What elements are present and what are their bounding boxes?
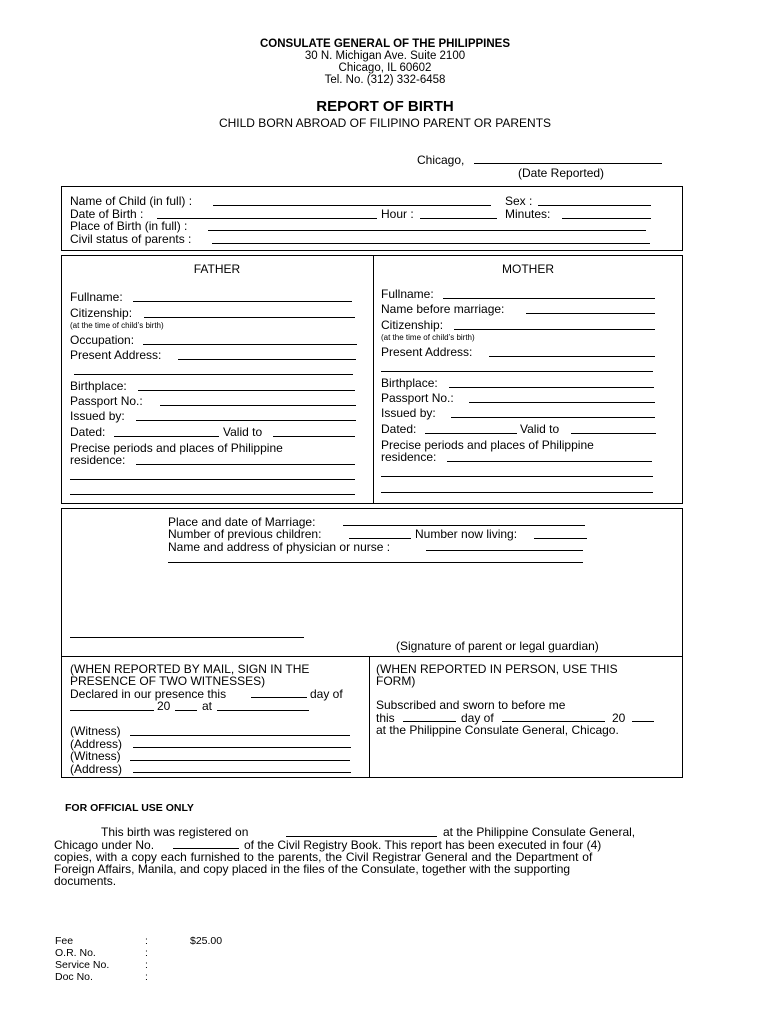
witness-section-divider (61, 656, 683, 657)
mother-address-field[interactable] (489, 356, 655, 357)
fee-label: Fee (55, 935, 74, 947)
mother-maiden-field[interactable] (526, 313, 655, 314)
mail-declared-label: Declared in our presence this (70, 687, 227, 701)
witness2-field[interactable] (130, 760, 350, 761)
hour-field[interactable] (420, 218, 497, 219)
mother-valid-to-field[interactable] (571, 433, 656, 434)
mail-day-field[interactable] (251, 697, 307, 698)
mail-place-field[interactable] (217, 710, 309, 711)
minutes-field[interactable] (562, 218, 651, 219)
mail-month-field[interactable] (70, 710, 154, 711)
child-name-field[interactable] (213, 205, 491, 206)
official-text-line2: of the Civil Registry Book. This report has been executed in four (4) (244, 838, 602, 852)
fee-colon: : (145, 935, 148, 947)
mother-dated-label: Dated: (381, 422, 417, 436)
registration-date-field[interactable] (286, 836, 437, 837)
sex-field[interactable] (538, 205, 651, 206)
witness2-label: (Witness) (70, 749, 121, 763)
witness1-label: (Witness) (70, 724, 121, 738)
father-heading: FATHER (193, 262, 241, 276)
previous-children-label: Number of previous children: (168, 527, 322, 541)
person-instruction-line1: (WHEN REPORTED IN PERSON, USE THIS (376, 662, 618, 676)
mail-instruction-line2: PRESENCE OF TWO WITNESSES) (70, 674, 266, 688)
signature-caption: (Signature of parent or legal guardian) (396, 639, 599, 653)
father-occupation-label: Occupation: (70, 333, 135, 347)
or-number-label: O.R. No. (55, 947, 96, 959)
father-issued-field[interactable] (136, 420, 356, 421)
official-text-line3: copies, with a copy each furnished to the parents, the Civil Registrar General and the Department of (54, 850, 593, 864)
father-passport-field[interactable] (160, 405, 356, 406)
father-precise-label: Precise periods and places of Philippine (70, 441, 283, 455)
mother-fullname-field[interactable] (443, 298, 655, 299)
father-issued-label: Issued by: (70, 409, 125, 423)
date-reported-field[interactable] (474, 163, 662, 164)
official-text-line4: Foreign Affairs, Manila, and copy placed in the files of the Consulate, together with the supporting (54, 862, 571, 876)
person-month-field[interactable] (502, 721, 605, 722)
doc-number-label: Doc No. (55, 971, 93, 983)
person-at-consulate-label: at the Philippine Consulate General, Chicago. (376, 723, 619, 737)
mother-heading: MOTHER (502, 262, 554, 276)
person-day-of-label: day of (461, 711, 494, 725)
hour-label: Hour : (381, 207, 414, 221)
pob-label: Place of Birth (in full) : (70, 219, 188, 233)
father-citizenship-field[interactable] (144, 317, 355, 318)
address2-field[interactable] (133, 772, 351, 773)
mother-address-label: Present Address: (381, 345, 473, 359)
pob-field[interactable] (208, 230, 646, 231)
witness1-field[interactable] (130, 735, 350, 736)
form-subtitle: CHILD BORN ABROAD OF FILIPINO PARENT OR PARENTS (218, 116, 552, 130)
father-birthplace-label: Birthplace: (70, 379, 127, 393)
father-dated-label: Dated: (70, 425, 106, 439)
mother-birthplace-field[interactable] (449, 387, 654, 388)
mail-year-field[interactable] (175, 710, 197, 711)
address2-label: (Address) (70, 762, 123, 776)
subscribed-label: Subscribed and sworn to before me (376, 698, 566, 712)
father-fullname-field[interactable] (133, 301, 352, 302)
father-address-field-2[interactable] (74, 374, 353, 375)
civil-status-label: Civil status of parents : (70, 232, 192, 246)
mother-fullname-label: Fullname: (381, 287, 434, 301)
mail-at-label: at (202, 699, 213, 713)
official-chicago-under-label: Chicago under No. (54, 838, 155, 852)
mother-residence-label: residence: (381, 450, 437, 464)
mother-citizenship-note: (at the time of child’s birth) (381, 333, 475, 342)
father-residence-field-2[interactable] (70, 479, 355, 480)
mother-address-field-2[interactable] (381, 371, 653, 372)
person-this-label: this (376, 711, 395, 725)
marriage-place-date-label: Place and date of Marriage: (168, 515, 316, 529)
father-citizenship-label: Citizenship: (70, 306, 133, 320)
mail-instruction-line1: (WHEN REPORTED BY MAIL, SIGN IN THE (70, 662, 310, 676)
doc-number-colon: : (145, 971, 148, 983)
mother-residence-field[interactable] (447, 461, 652, 462)
father-birthplace-field[interactable] (138, 390, 355, 391)
father-address-label: Present Address: (70, 348, 162, 362)
date-reported-caption: (Date Reported) (518, 166, 605, 180)
address1-label: (Address) (70, 737, 123, 751)
consulate-telephone: Tel. No. (312) 332-6458 (324, 74, 446, 86)
father-residence-field[interactable] (136, 464, 355, 465)
dob-label: Date of Birth : (70, 207, 144, 221)
or-number-colon: : (145, 947, 148, 959)
parent-signature-field[interactable] (70, 637, 304, 638)
dob-field[interactable] (157, 218, 377, 219)
father-fullname-label: Fullname: (70, 290, 123, 304)
service-number-label: Service No. (55, 959, 110, 971)
mother-valid-to-label: Valid to (520, 422, 560, 436)
form-title: REPORT OF BIRTH (316, 98, 454, 115)
person-instruction-line2: FORM) (376, 674, 416, 688)
previous-children-field[interactable] (349, 538, 411, 539)
father-address-field[interactable] (178, 359, 356, 360)
father-valid-to-field[interactable] (273, 436, 355, 437)
consulate-address-line1: 30 N. Michigan Ave. Suite 2100 (304, 50, 466, 62)
father-passport-label: Passport No.: (70, 394, 143, 408)
physician-field-2[interactable] (168, 562, 583, 563)
mother-citizenship-field[interactable] (454, 329, 655, 330)
mail-year-label: 20 (157, 699, 171, 713)
parents-box (61, 255, 683, 504)
consulate-name: CONSULATE GENERAL OF THE PHILIPPINES (259, 38, 511, 50)
mother-residence-field-2[interactable] (381, 476, 653, 477)
now-living-label: Number now living: (415, 527, 518, 541)
civil-status-field[interactable] (212, 243, 650, 244)
person-year-field[interactable] (632, 721, 654, 722)
mother-dated-field[interactable] (425, 433, 517, 434)
mail-day-of-label: day of (310, 687, 343, 701)
mother-residence-field-3[interactable] (381, 492, 653, 493)
official-registered-label: This birth was registered on (101, 825, 249, 839)
service-number-colon: : (145, 959, 148, 971)
fee-value: $25.00 (190, 935, 223, 947)
mother-birthplace-label: Birthplace: (381, 376, 438, 390)
father-occupation-field[interactable] (143, 344, 357, 345)
parents-divider (373, 255, 374, 504)
registry-number-field[interactable] (173, 848, 239, 849)
father-dated-field[interactable] (114, 436, 219, 437)
mother-passport-field[interactable] (469, 402, 655, 403)
father-residence-label: residence: (70, 453, 126, 467)
father-valid-to-label: Valid to (223, 425, 263, 439)
sex-label: Sex : (505, 194, 533, 208)
mother-citizenship-label: Citizenship: (381, 318, 444, 332)
child-name-label: Name of Child (in full) : (70, 194, 193, 208)
city-label: Chicago, (417, 153, 465, 167)
witness-column-divider (369, 656, 370, 778)
address1-field[interactable] (133, 747, 351, 748)
marriage-place-date-field[interactable] (343, 525, 585, 526)
father-residence-field-3[interactable] (70, 494, 355, 495)
physician-field[interactable] (426, 550, 583, 551)
mother-issued-field[interactable] (451, 417, 655, 418)
mother-passport-label: Passport No.: (381, 391, 454, 405)
now-living-field[interactable] (534, 538, 587, 539)
mother-maiden-label: Name before marriage: (381, 302, 505, 316)
physician-label: Name and address of physician or nurse : (168, 540, 391, 554)
person-year-label: 20 (612, 711, 626, 725)
mother-precise-label: Precise periods and places of Philippine (381, 438, 594, 452)
official-use-heading: FOR OFFICIAL USE ONLY (65, 802, 194, 814)
mother-issued-label: Issued by: (381, 406, 436, 420)
father-citizenship-note: (at the time of child’s birth) (70, 321, 164, 330)
official-at-consulate-label: at the Philippine Consulate General, (443, 825, 636, 839)
person-day-field[interactable] (403, 721, 456, 722)
consulate-address-line2: Chicago, IL 60602 (338, 62, 432, 74)
minutes-label: Minutes: (505, 207, 551, 221)
official-text-line5: documents. (54, 874, 117, 888)
